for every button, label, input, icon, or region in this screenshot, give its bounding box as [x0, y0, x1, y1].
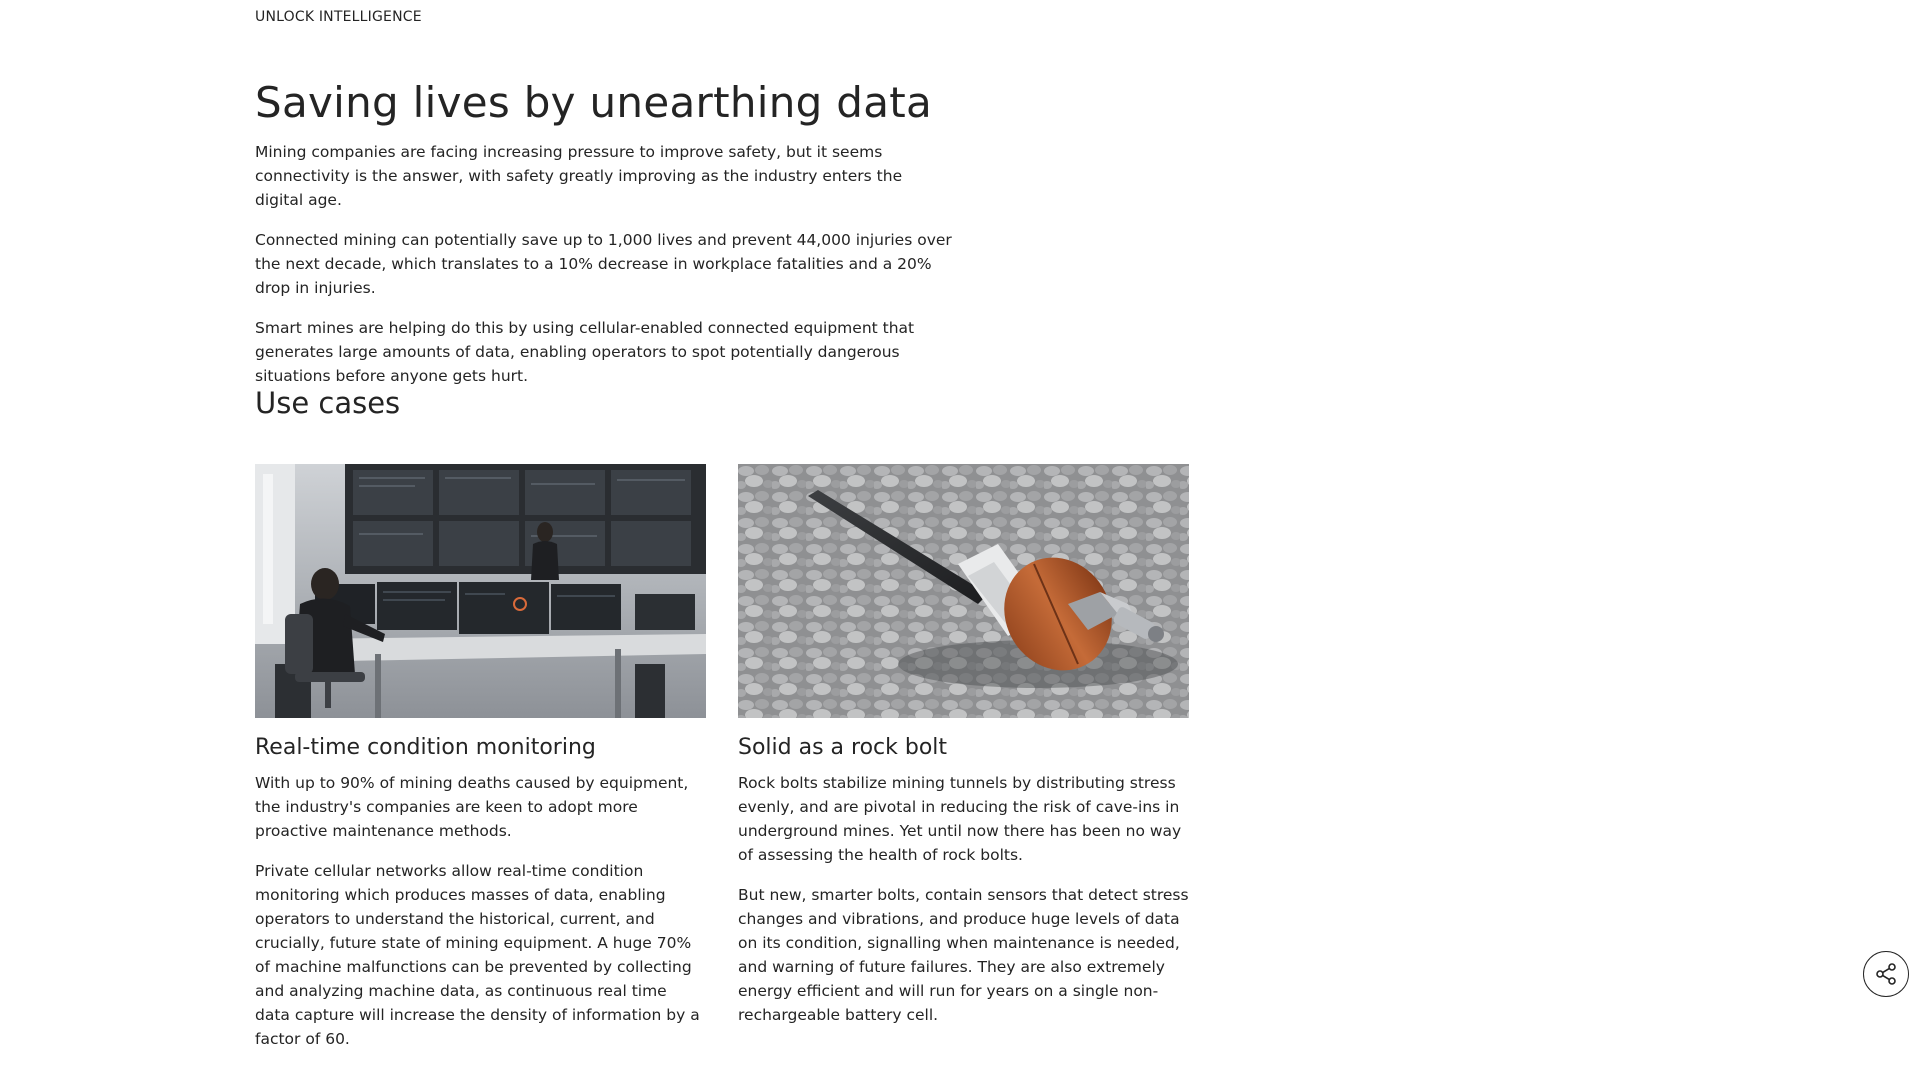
share-icon	[1874, 962, 1898, 986]
intro-paragraph: Connected mining can potentially save up to 1,000 lives and prevent 44,000 injuries over the next decade, which translates to a 10% decrease in workplace fatalities and a 20% drop in injuries.	[255, 231, 952, 297]
use-case-paragraph: Rock bolts stabilize mining tunnels by distributing stress evenly, and are pivotal in reducing the risk of cave-ins in underground mines. Yet until now there has been no way of assessing the health of rock bolts.	[738, 774, 1182, 864]
intro-section	[255, 140, 955, 404]
share-button[interactable]	[1863, 951, 1909, 997]
use-case-card-rock-bolt	[738, 464, 1189, 1043]
eyebrow-label: UNLOCK INTELLIGENCE	[255, 9, 422, 25]
use-case-paragraph: With up to 90% of mining deaths caused by equipment, the industry's companies are keen to adopt more proactive maintenance methods.	[255, 774, 689, 840]
control-room-image	[255, 464, 706, 718]
use-case-card-condition-monitoring	[255, 464, 706, 1067]
use-case-paragraph: But new, smarter bolts, contain sensors that detect stress changes and vibrations, and produce huge levels of data on its condition, signalling when maintenance is needed, and warning of future failures. They are also extremely energy efficient and will run for years on a single non-rechargeable battery cell.	[738, 886, 1189, 1024]
rock-bolt-image	[738, 464, 1189, 718]
use-cases-heading: Use cases	[255, 386, 401, 420]
use-case-title: Real-time condition monitoring	[255, 735, 596, 760]
page-title: Saving lives by unearthing data	[255, 78, 933, 127]
use-case-paragraph: Private cellular networks allow real-time condition monitoring which produces masses of data, enabling operators to understand the historical, current, and crucially, future state of mining equipment. A huge 70% of machine malfunctions can be prevented by collecting and analyzing machine data, as continuous real time data capture will increase the density of information by a factor of 60.	[255, 862, 700, 1048]
intro-paragraph: Smart mines are helping do this by using cellular-enabled connected equipment that generates large amounts of data, enabling operators to spot potentially dangerous situations before anyone gets hurt.	[255, 319, 915, 385]
intro-paragraph: Mining companies are facing increasing pressure to improve safety, but it seems connectivity is the answer, with safety greatly improving as the industry enters the digital age.	[255, 143, 903, 209]
use-case-title: Solid as a rock bolt	[738, 735, 948, 760]
